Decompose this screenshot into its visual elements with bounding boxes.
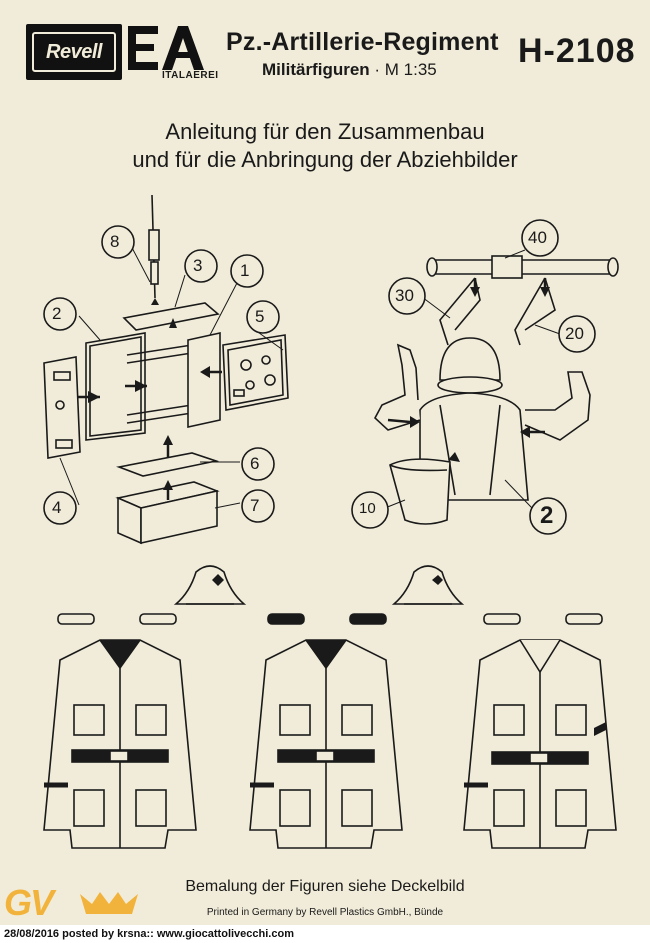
part-label-2: 2 (52, 304, 62, 323)
part-label-2b: 2 (540, 502, 554, 529)
gv-watermark: GV (4, 882, 53, 923)
part-label-8: 8 (110, 232, 120, 251)
part-label-40: 40 (528, 228, 547, 247)
revell-logo-text: Revell (32, 32, 116, 72)
part-label-7: 7 (250, 496, 260, 515)
subtitle-bold: Militärfiguren (262, 60, 370, 79)
painting-note: Bemalung der Figuren siehe Deckelbild (185, 878, 465, 895)
helmet-decal-diagrams (176, 566, 462, 604)
part-label-6: 6 (250, 454, 260, 473)
posted-by-bar: 28/08/2016 posted by krsna:: www.giocattolivecchi.com (0, 925, 650, 943)
subtitle-scale: · M 1:35 (369, 60, 437, 79)
part-label-10: 10 (359, 500, 376, 517)
part-label-3: 3 (193, 256, 203, 275)
kit-title: Pz.-Artillerie-Regiment (226, 28, 499, 56)
instructions-line-2: und für die Anbringung der Abziehbilder (132, 147, 518, 172)
italaerei-label: ITALAEREI (162, 70, 219, 81)
part-label-5: 5 (255, 307, 265, 326)
shoulder-strap-decals (58, 614, 602, 624)
part-label-4: 4 (52, 498, 62, 517)
part-label-1: 1 (240, 261, 250, 280)
part-label-30: 30 (395, 286, 414, 305)
printed-note: Printed in Germany by Revell Plastics GmbH., Bünde (206, 907, 444, 918)
tunic-decal-diagrams (44, 640, 616, 848)
part-label-20: 20 (565, 324, 584, 343)
instructions-line-1: Anleitung für den Zusammenbau (165, 119, 485, 144)
kit-number: H-2108 (518, 32, 636, 70)
